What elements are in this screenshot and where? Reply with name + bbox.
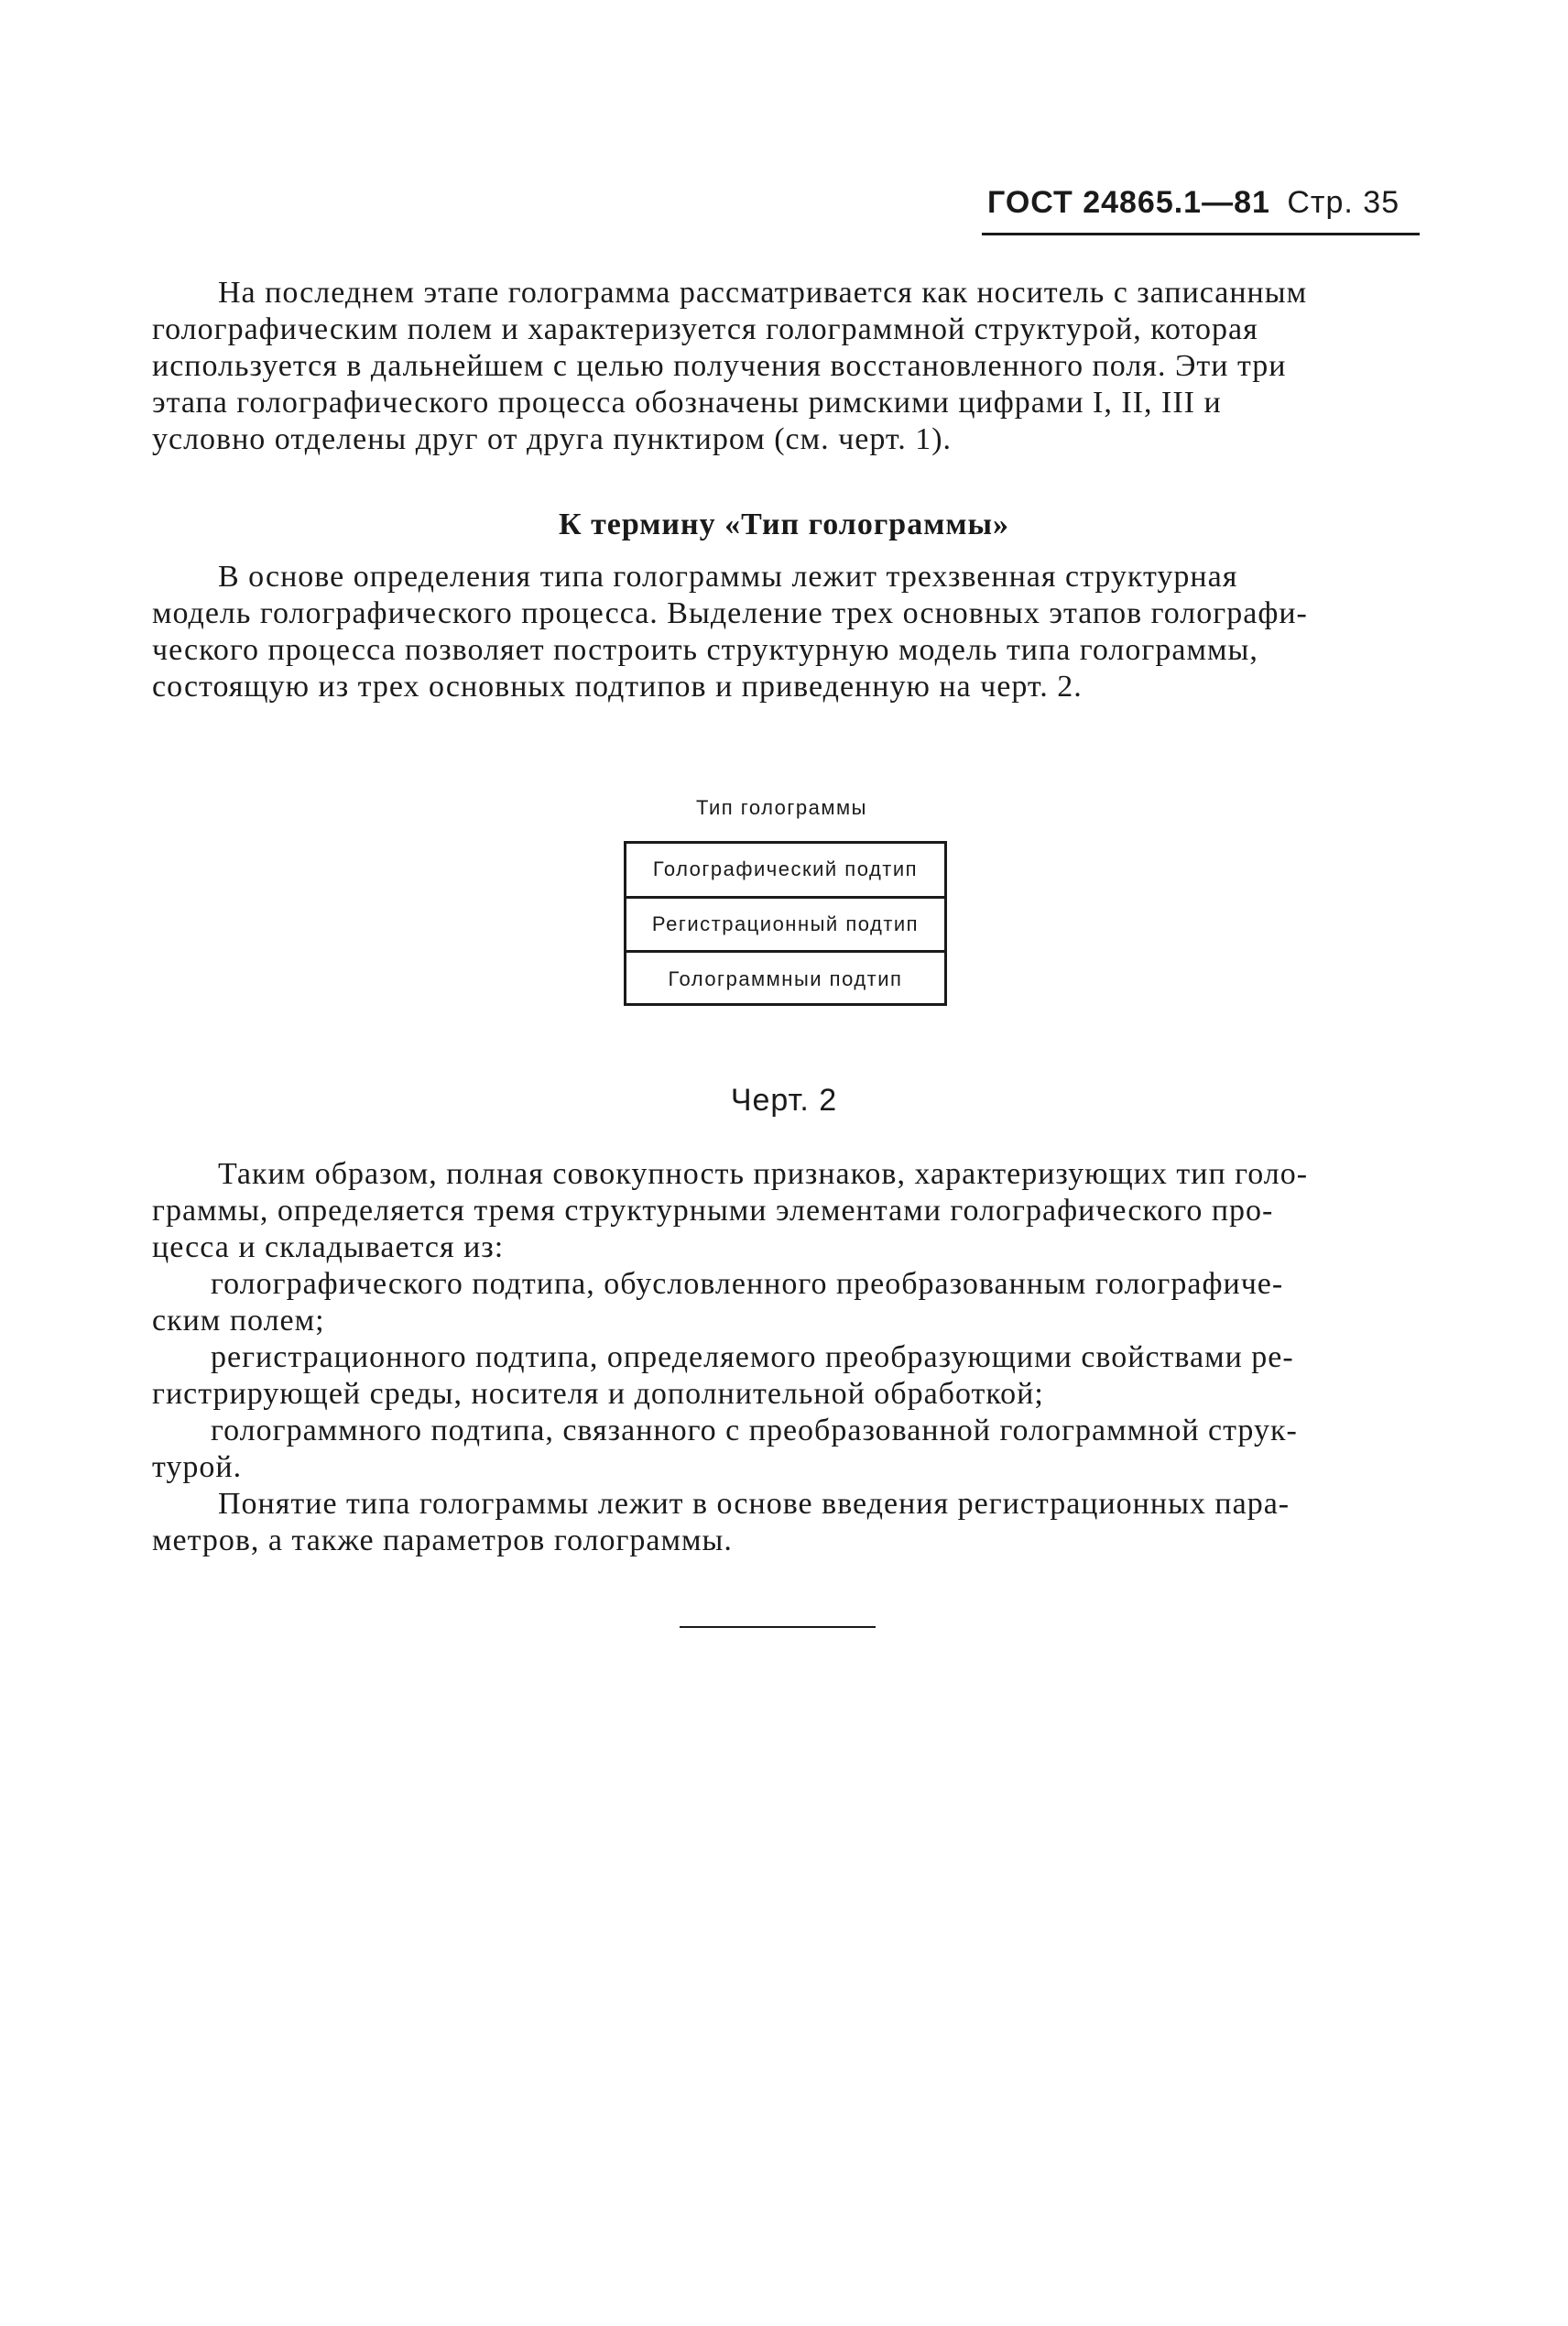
paragraph-1 xyxy=(152,275,1416,458)
page-header xyxy=(987,185,1445,221)
text-line: используется в дальнейшем с целью получения восстановленного поля. Эти три xyxy=(152,349,1287,383)
figure-caption: Черт. 2 xyxy=(730,1083,838,1118)
page-number: Стр. 35 xyxy=(1287,185,1400,220)
section-heading: К термину «Тип голограммы» xyxy=(558,508,1010,541)
diagram-row-registration: Регистрационный подтип xyxy=(626,896,944,950)
text-line: голографическим полем и характеризуется голограммной структурой, которая xyxy=(152,312,1258,346)
list-item-continuation: ским полем; xyxy=(152,1304,325,1338)
diagram-row-holographic: Голографический подтип xyxy=(652,857,919,880)
text-line: Таким образом, полная совокупность признаков, характеризующих тип голо- xyxy=(218,1157,1309,1191)
header-rule xyxy=(982,233,1420,235)
hologram-type-diagram xyxy=(624,841,947,1006)
text-line: цесса и складывается из: xyxy=(152,1230,505,1264)
diagram-title: Тип голограммы xyxy=(696,796,867,819)
text-line: модель голографического процесса. Выделение трех основных этапов голографи- xyxy=(152,596,1308,630)
text-line: Понятие типа голограммы лежит в основе введения регистрационных пара- xyxy=(218,1487,1290,1521)
text-line: условно отделены друг от друга пунктиром (см. черт. 1). xyxy=(152,422,953,456)
text-line: ческого процесса позволяет построить структурную модель типа голограммы, xyxy=(152,633,1258,667)
text-line: граммы, определяется тремя структурными элементами голографического про- xyxy=(152,1194,1274,1228)
list-item-continuation: гистрирующей среды, носителя и дополнительной обработкой; xyxy=(152,1377,1044,1411)
list-item: голограммного подтипа, связанного с преобразованной голограммной струк- xyxy=(211,1414,1298,1447)
list-item-continuation: турой. xyxy=(152,1450,243,1484)
list-item: регистрационного подтипа, определяемого преобразующими свойствами ре- xyxy=(211,1340,1294,1374)
diagram-row-hologram: Голограммныи подтип xyxy=(626,950,944,1006)
gost-number: ГОСТ 24865.1—81 xyxy=(987,185,1270,220)
end-rule xyxy=(680,1626,876,1628)
text-line: этапа голографического процесса обозначены римскими цифрами I, II, III и xyxy=(152,386,1222,420)
paragraph-3 xyxy=(152,1156,1416,1559)
paragraph-2 xyxy=(152,559,1416,705)
text-line: На последнем этапе голограмма рассматривается как носитель с записанным xyxy=(218,276,1308,310)
text-line: состоящую из трех основных подтипов и приведенную на черт. 2. xyxy=(152,670,1083,704)
list-item: голографического подтипа, обусловленного преобразованным голографиче- xyxy=(211,1267,1284,1301)
text-line: В основе определения типа голограммы лежит трехзвенная структурная xyxy=(218,560,1238,594)
text-line: метров, а также параметров голограммы. xyxy=(152,1523,733,1557)
